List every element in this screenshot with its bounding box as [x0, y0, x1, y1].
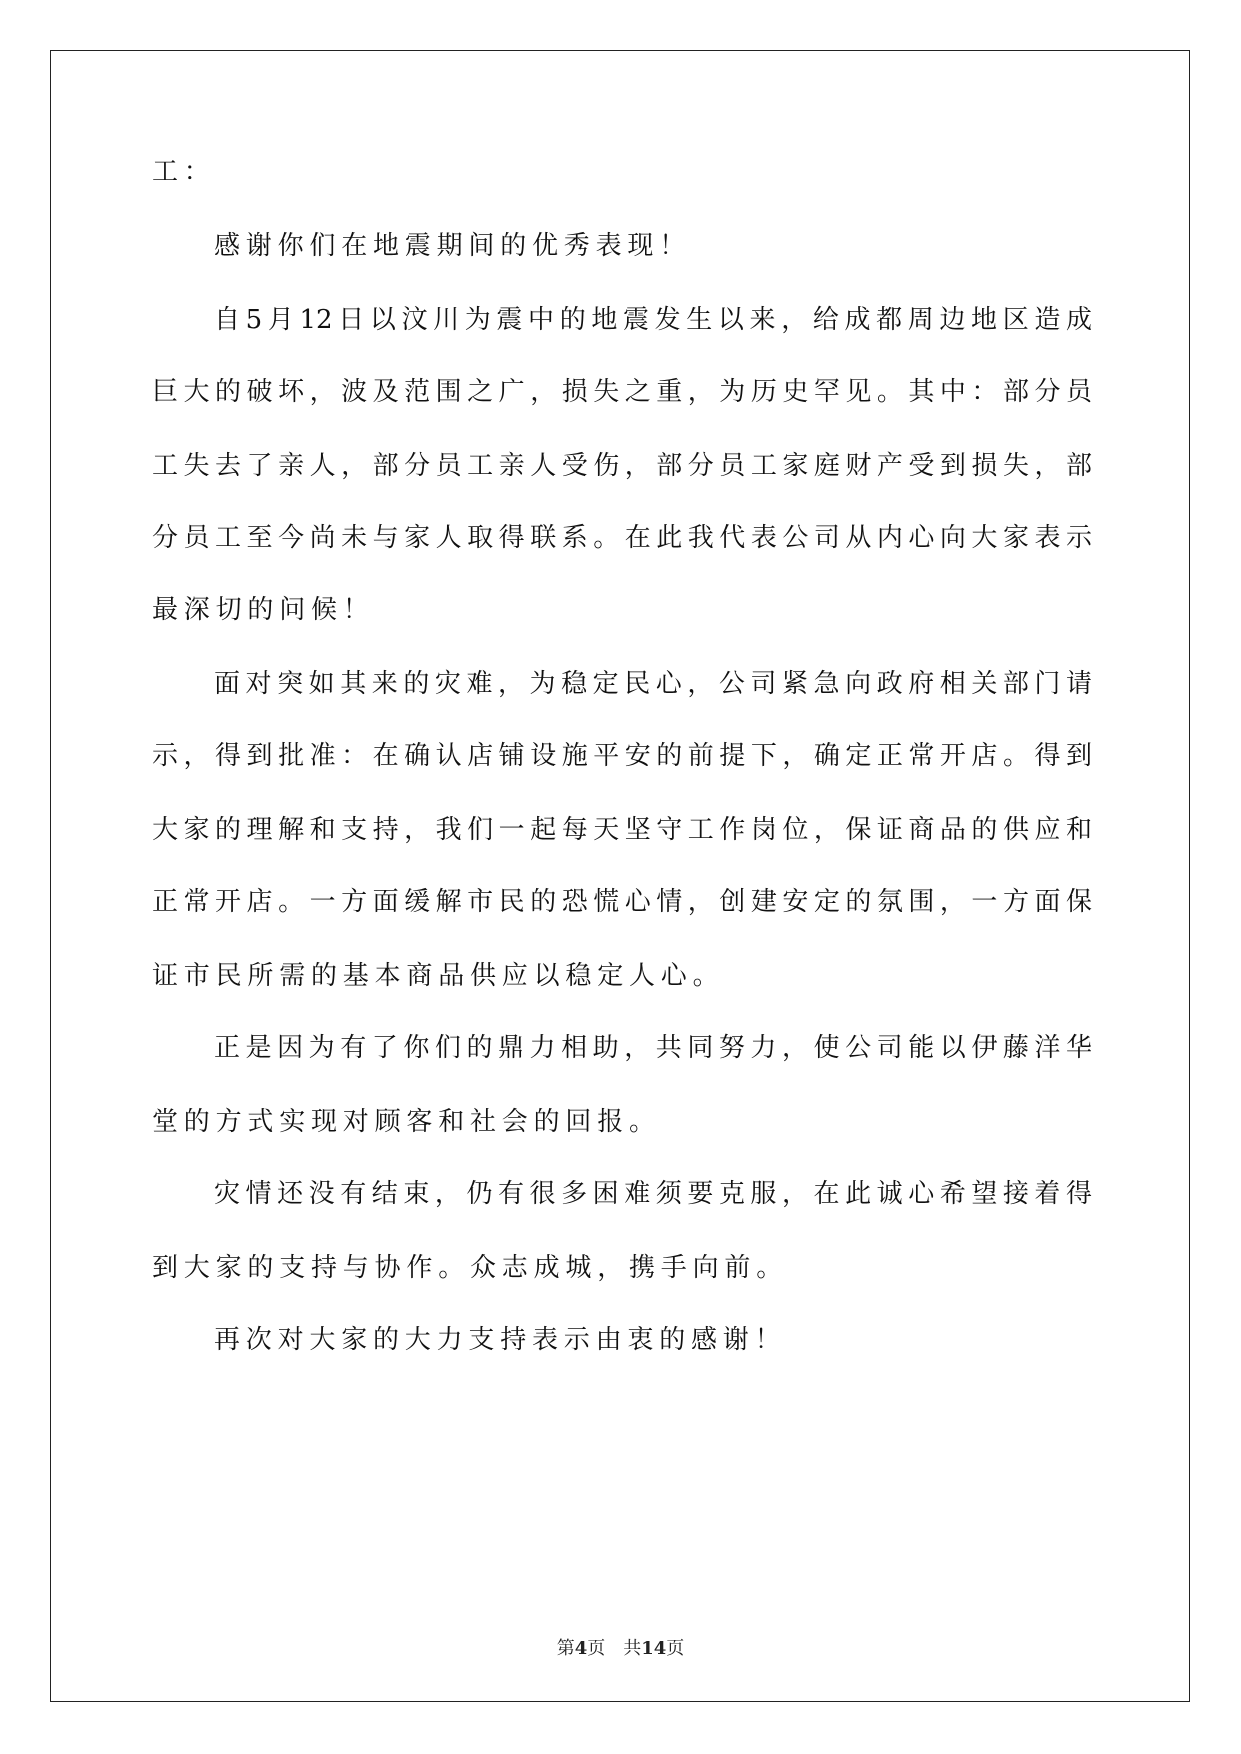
text-line: 再次对大家的大力支持表示由衷的感谢！ — [214, 1325, 787, 1355]
text-line: 最深切的问候！ — [152, 595, 375, 625]
total-prefix: 共 — [623, 1638, 642, 1659]
text-line: 巨大的破坏，波及范围之广，损失之重，为历史罕见。其中：部分员 — [152, 377, 1092, 407]
text-line: 面对突如其来的灾难，为稳定民心，公司紧急向政府相关部门请 — [214, 669, 1092, 699]
text-line: 证市民所需的基本商品供应以稳定人心。 — [152, 961, 725, 991]
text-line: 正常开店。一方面缓解市民的恐慌心情，创建安定的氛围，一方面保 — [152, 887, 1092, 917]
text-line: 正是因为有了你们的鼎力相助，共同努力，使公司能以伊藤洋华 — [214, 1033, 1092, 1063]
text-line: 工失去了亲人，部分员工亲人受伤，部分员工家庭财产受到损失，部 — [152, 451, 1092, 481]
text-line: 感谢你们在地震期间的优秀表现！ — [214, 231, 692, 261]
total-suffix: 页 — [666, 1638, 685, 1659]
current-page-number: 4 — [574, 1638, 588, 1659]
page-number-footer — [0, 1637, 1241, 1661]
text-line: 灾情还没有结束，仍有很多困难须要克服，在此诚心希望接着得 — [214, 1179, 1092, 1209]
text-line: 工： — [152, 157, 216, 187]
total-page-count: 14 — [641, 1638, 667, 1659]
text-line: 到大家的支持与协作。众志成城，携手向前。 — [152, 1253, 789, 1283]
text-line: 堂的方式实现对顾客和社会的回报。 — [152, 1107, 661, 1137]
page-border — [50, 50, 1190, 1702]
text-line: 大家的理解和支持，我们一起每天坚守工作岗位，保证商品的供应和 — [152, 815, 1092, 845]
page-suffix: 页 — [587, 1638, 606, 1659]
text-line: 示，得到批准：在确认店铺设施平安的前提下，确定正常开店。得到 — [152, 741, 1092, 771]
text-line: 分员工至今尚未与家人取得联系。在此我代表公司从内心向大家表示 — [152, 523, 1092, 553]
page-prefix: 第 — [556, 1638, 575, 1659]
text-line: 自5月12日以汶川为震中的地震发生以来，给成都周边地区造成 — [214, 305, 1092, 335]
